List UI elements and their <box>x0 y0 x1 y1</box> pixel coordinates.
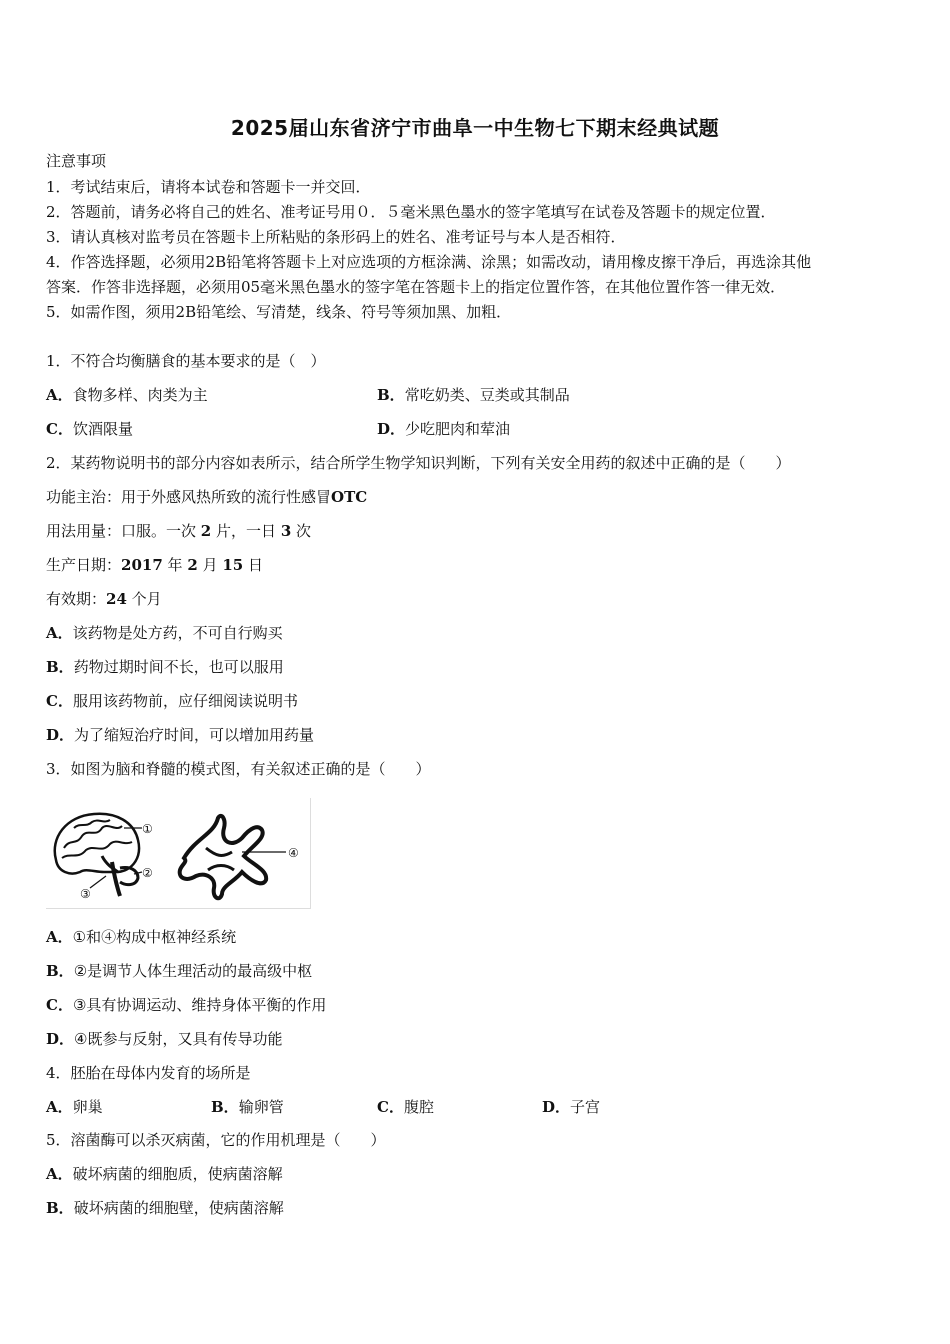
option-letter: C． <box>377 1098 404 1116</box>
option-letter: C． <box>46 420 73 438</box>
info-label: 功能主治：用于外感风热所致的流行性感冒 <box>46 488 332 506</box>
option-text: 卵巢 <box>72 1098 103 1116</box>
option-letter: D． <box>46 1030 75 1048</box>
info-text: 次 <box>296 522 312 540</box>
info-label: 用法用量：口服。一次 <box>46 522 197 540</box>
question-2-stem: 2．某药物说明书的部分内容如表所示，结合所学生物学知识判断，下列有关安全用药的叙述中正确的是（ ） <box>46 454 791 472</box>
option-letter: D． <box>542 1098 571 1116</box>
option-letter: C． <box>46 692 73 710</box>
drug-info-function <box>46 487 367 507</box>
notice-item: 4．作答选择题，必须用2B铅笔将答题卡上对应选项的方框涂满、涂黑；如需改动，请用橡皮擦干净后，再选涂其他 <box>46 253 812 271</box>
question-1-stem: 1．不符合均衡膳食的基本要求的是（ ） <box>46 352 326 370</box>
notice-item: 3．请认真核对监考员在答题卡上所粘贴的条形码上的姓名、准考证号与本人是否相符． <box>46 228 626 246</box>
info-label: 有效期： <box>46 590 107 608</box>
option-letter: B． <box>46 962 74 980</box>
option-text: 腹腔 <box>403 1098 434 1116</box>
option-letter: A． <box>46 928 73 946</box>
drug-info-dosage <box>46 521 311 541</box>
option-letter: D． <box>377 420 406 438</box>
drug-info-production-date <box>46 555 263 575</box>
q2-option-c <box>46 691 298 711</box>
option-letter: A． <box>46 1165 73 1183</box>
brain-diagram <box>46 798 310 908</box>
question-3-stem: 3．如图为脑和脊髓的模式图，有关叙述正确的是（ ） <box>46 760 431 778</box>
q4-option-a <box>46 1097 103 1117</box>
q3-option-b <box>46 961 312 981</box>
q1-option-b <box>377 385 570 405</box>
figure-label-4: ④ <box>288 846 299 860</box>
info-text: 个月 <box>131 590 162 608</box>
info-label: 生产日期： <box>46 556 122 574</box>
q1-option-d <box>377 419 510 439</box>
q3-option-a <box>46 927 236 947</box>
info-text: 片，一日 <box>216 522 277 540</box>
option-text: 破坏病菌的细胞质，使病菌溶解 <box>72 1165 283 1183</box>
page-title: 2025届山东省济宁市曲阜一中生物七下期末经典试题 <box>230 116 720 140</box>
figure-label-2: ② <box>142 866 153 880</box>
notice-item: 5．如需作图，须用2B铅笔绘、写清楚，线条、符号等须加黑、加粗． <box>46 303 512 321</box>
info-text: 日 <box>248 556 264 574</box>
option-text: 破坏病菌的细胞壁，使病菌溶解 <box>73 1199 284 1217</box>
option-text: 服用该药物前，应仔细阅读说明书 <box>72 692 298 710</box>
q1-option-a <box>46 385 208 405</box>
option-letter: D． <box>46 726 75 744</box>
option-text: ④既参与反射，又具有传导功能 <box>74 1030 283 1048</box>
q3-option-d <box>46 1029 282 1049</box>
figure-label-3: ③ <box>80 887 91 901</box>
info-value: 24 <box>106 590 127 608</box>
option-letter: B． <box>211 1098 239 1116</box>
q5-option-a <box>46 1164 283 1184</box>
notice-item: 2．答题前，请务必将自己的姓名、准考证号用０．５毫米黑色墨水的签字笔填写在试卷及答题卡的规定位置． <box>46 203 776 221</box>
option-text: 为了缩短治疗时间，可以增加用药量 <box>74 726 315 744</box>
question-5-stem: 5．溶菌酶可以杀灭病菌，它的作用机理是（ ） <box>46 1131 386 1149</box>
option-text: 饮酒限量 <box>72 420 133 438</box>
option-text: 少吃肥肉和荤油 <box>405 420 511 438</box>
question-4-stem: 4．胚胎在母体内发育的场所是 <box>46 1064 251 1082</box>
q4-option-c <box>377 1097 434 1117</box>
option-letter: A． <box>46 386 73 404</box>
q4-option-d <box>542 1097 600 1117</box>
info-value: 2 <box>187 556 198 574</box>
option-letter: B． <box>46 1199 74 1217</box>
info-value: 2017 <box>121 556 163 574</box>
option-text: ①和④构成中枢神经系统 <box>72 928 237 946</box>
option-letter: C． <box>46 996 73 1014</box>
option-text: 输卵管 <box>238 1098 284 1116</box>
q4-option-b <box>211 1097 284 1117</box>
info-text: 年 <box>167 556 183 574</box>
q2-option-b <box>46 657 284 677</box>
option-text: 子宫 <box>570 1098 601 1116</box>
option-text: 该药物是处方药，不可自行购买 <box>72 624 283 642</box>
brain-spinal-cord-figure <box>46 798 311 909</box>
option-text: 食物多样、肉类为主 <box>72 386 208 404</box>
option-text: 药物过期时间不长，也可以服用 <box>73 658 284 676</box>
info-value: 2 <box>200 522 212 540</box>
notice-heading: 注意事项 <box>46 152 107 170</box>
q1-option-c <box>46 419 133 439</box>
notice-item: 答案．作答非选择题，必须用05毫米黑色墨水的签字笔在答题卡上的指定位置作答，在其他位置作答一律无效． <box>46 278 786 296</box>
drug-info-validity <box>46 589 162 609</box>
info-text: 月 <box>202 556 218 574</box>
option-text: ③具有协调运动、维持身体平衡的作用 <box>72 996 327 1014</box>
option-text: ②是调节人体生理活动的最高级中枢 <box>73 962 313 980</box>
q2-option-d <box>46 725 314 745</box>
option-letter: B． <box>46 658 74 676</box>
option-letter: B． <box>377 386 405 404</box>
notice-item: 1．考试结束后，请将本试卷和答题卡一并交回． <box>46 178 371 196</box>
q3-option-c <box>46 995 326 1015</box>
option-letter: A． <box>46 624 73 642</box>
q2-option-a <box>46 623 283 643</box>
option-text: 常吃奶类、豆类或其制品 <box>404 386 570 404</box>
figure-label-1: ① <box>142 822 153 836</box>
info-value: OTC <box>331 488 368 506</box>
q5-option-b <box>46 1198 284 1218</box>
info-value: 3 <box>280 522 292 540</box>
option-letter: A． <box>46 1098 73 1116</box>
info-value: 15 <box>222 556 244 574</box>
